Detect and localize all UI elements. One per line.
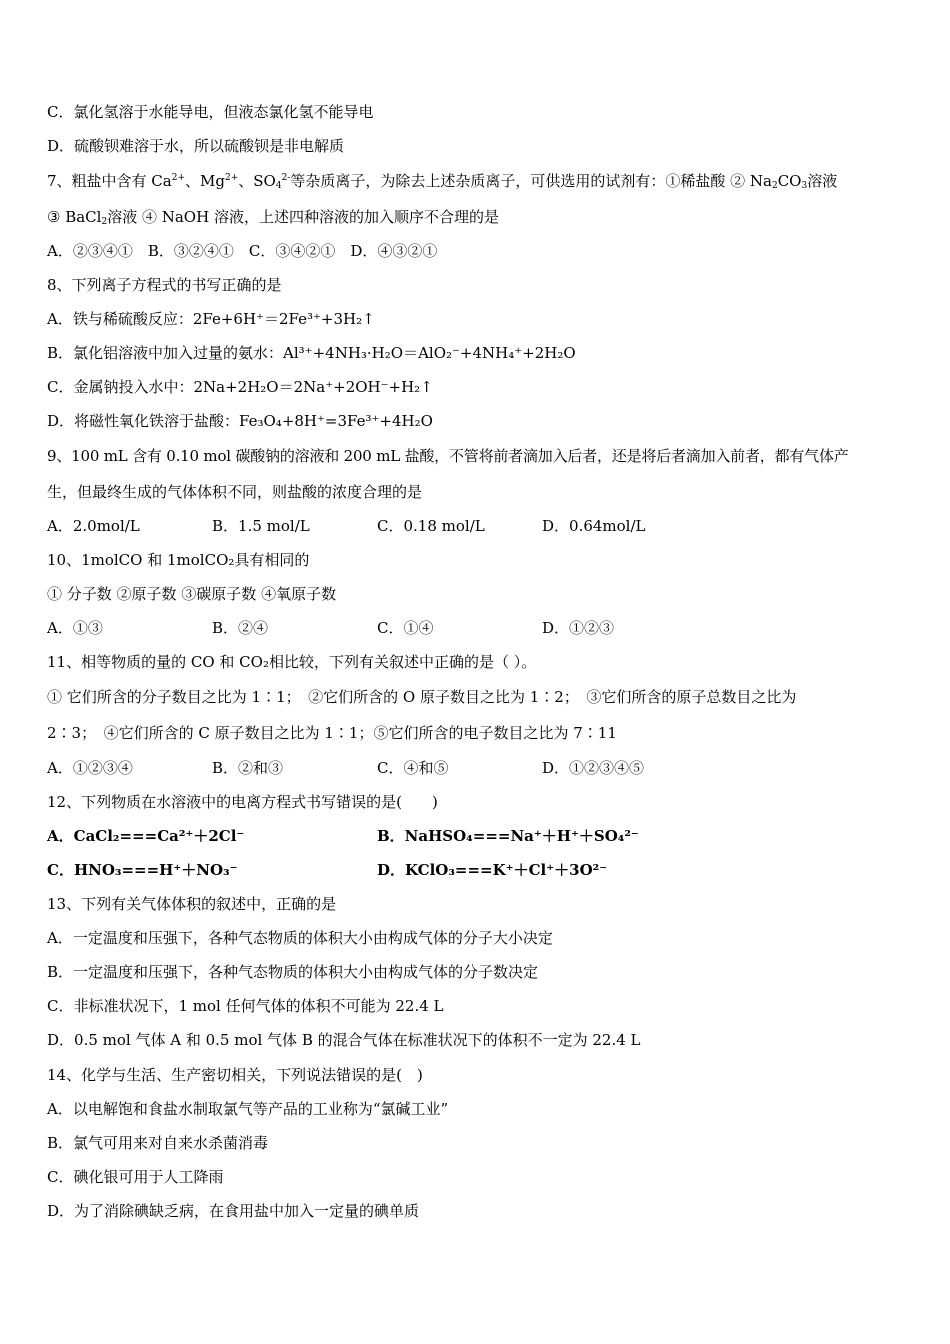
q9-option-a: A．2.0mol/L <box>47 517 140 535</box>
q9-option-d: D．0.64mol/L <box>542 517 646 535</box>
q11-items-line1: ① 它们所含的分子数目之比为 1∶1； ②它们所含的 O 原子数目之比为 1∶2； ③它们所含的原子总数目之比为 <box>47 688 797 706</box>
q8-option-c: C．金属钠投入水中：2Na+2H₂O＝2Na⁺+2OH⁻+H₂↑ <box>47 378 433 396</box>
q7-stem-line1: 7、粗盐中含有 $Ca^{2+}$、$Mg^{2+}$、$SO_4^{2-}$等杂质离子，为除去上述杂质离子，可供选用的试剂有：①稀盐酸 ② $Na_2CO_3$溶液 <box>47 172 838 191</box>
q13-option-d: D．0.5 mol 气体 A 和 0.5 mol 气体 B 的混合气体在标准状况下的体积不一定为 22.4 L <box>47 1031 641 1049</box>
q12-option-c: C．HNO₃===H⁺＋NO₃⁻ <box>47 861 238 879</box>
q7-options: A．②③④① B．③②④① C．③④②① D．④③②① <box>47 242 438 260</box>
q7-stem-line2: ③ BaCl$_2$溶液 ④ NaOH 溶液，上述四种溶液的加入顺序不合理的是 <box>47 208 499 227</box>
q10-option-a: A．①③ <box>47 619 103 637</box>
q14-option-b: B．氯气可用来对自来水杀菌消毒 <box>47 1134 269 1152</box>
q11-stem: 11、相等物质的量的 CO 和 CO₂相比较，下列有关叙述中正确的是（ ）。 <box>47 653 537 671</box>
q10-stem: 10、1molCO 和 1molCO₂具有相同的 <box>47 551 310 569</box>
q14-option-d: D．为了消除碘缺乏病，在食用盐中加入一定量的碘单质 <box>47 1202 420 1220</box>
q12-option-d: D．KClO₃===K⁺＋Cl⁺＋3O²⁻ <box>377 861 608 879</box>
q13-option-a: A．一定温度和压强下，各种气态物质的体积大小由构成气体的分子大小决定 <box>47 929 553 947</box>
q8-stem: 8、下列离子方程式的书写正确的是 <box>47 276 282 294</box>
q9-option-c: C．0.18 mol/L <box>377 517 485 535</box>
q12-option-b: B．NaHSO₄===Na⁺＋H⁺＋SO₄²⁻ <box>377 827 639 845</box>
q14-option-a: A．以电解饱和食盐水制取氯气等产品的工业称为“氯碱工业” <box>47 1100 449 1118</box>
q11-option-d: D．①②③④⑤ <box>542 759 645 777</box>
q11-option-a: A．①②③④ <box>47 759 133 777</box>
q10-option-b: B．②④ <box>212 619 269 637</box>
q10-option-d: D．①②③ <box>542 619 615 637</box>
q6-option-c: C．氯化氢溶于水能导电，但液态氯化氢不能导电 <box>47 103 374 121</box>
q10-items: ① 分子数 ②原子数 ③碳原子数 ④氧原子数 <box>47 585 337 603</box>
q6-option-d: D．硫酸钡难溶于水，所以硫酸钡是非电解质 <box>47 137 345 155</box>
q10-option-c: C．①④ <box>377 619 434 637</box>
q13-option-b: B．一定温度和压强下，各种气态物质的体积大小由构成气体的分子数决定 <box>47 963 539 981</box>
q13-option-c: C．非标准状况下，1 mol 任何气体的体积不可能为 22.4 L <box>47 997 444 1015</box>
q13-stem: 13、下列有关气体体积的叙述中，正确的是 <box>47 895 337 913</box>
q14-stem: 14、化学与生活、生产密切相关，下列说法错误的是( ) <box>47 1066 423 1084</box>
q11-items-line2: 2∶3； ④它们所含的 C 原子数目之比为 1∶1；⑤它们所含的电子数目之比为 7∶11 <box>47 724 617 742</box>
q9-stem-line1: 9、100 mL 含有 0.10 mol 碳酸钠的溶液和 200 mL 盐酸，不管将前者滴加入后者，还是将后者滴加入前者，都有气体产 <box>47 447 849 465</box>
q9-option-b: B．1.5 mol/L <box>212 517 310 535</box>
q9-stem-line2: 生，但最终生成的气体体积不同，则盐酸的浓度合理的是 <box>47 483 423 501</box>
q11-option-c: C．④和⑤ <box>377 759 449 777</box>
q14-option-c: C．碘化银可用于人工降雨 <box>47 1168 224 1186</box>
q8-option-a: A．铁与稀硫酸反应：2Fe+6H⁺＝2Fe³⁺+3H₂↑ <box>47 310 375 328</box>
q12-option-a: A．CaCl₂===Ca²⁺＋2Cl⁻ <box>47 827 245 845</box>
q8-option-b: B．氯化铝溶液中加入过量的氨水：Al³⁺+4NH₃·H₂O＝AlO₂⁻+4NH₄⁺+2H₂O <box>47 344 576 362</box>
q11-option-b: B．②和③ <box>212 759 284 777</box>
q8-option-d: D．将磁性氧化铁溶于盐酸：Fe₃O₄+8H⁺=3Fe³⁺+4H₂O <box>47 412 433 430</box>
q12-stem: 12、下列物质在水溶液中的电离方程式书写错误的是( ) <box>47 793 438 811</box>
